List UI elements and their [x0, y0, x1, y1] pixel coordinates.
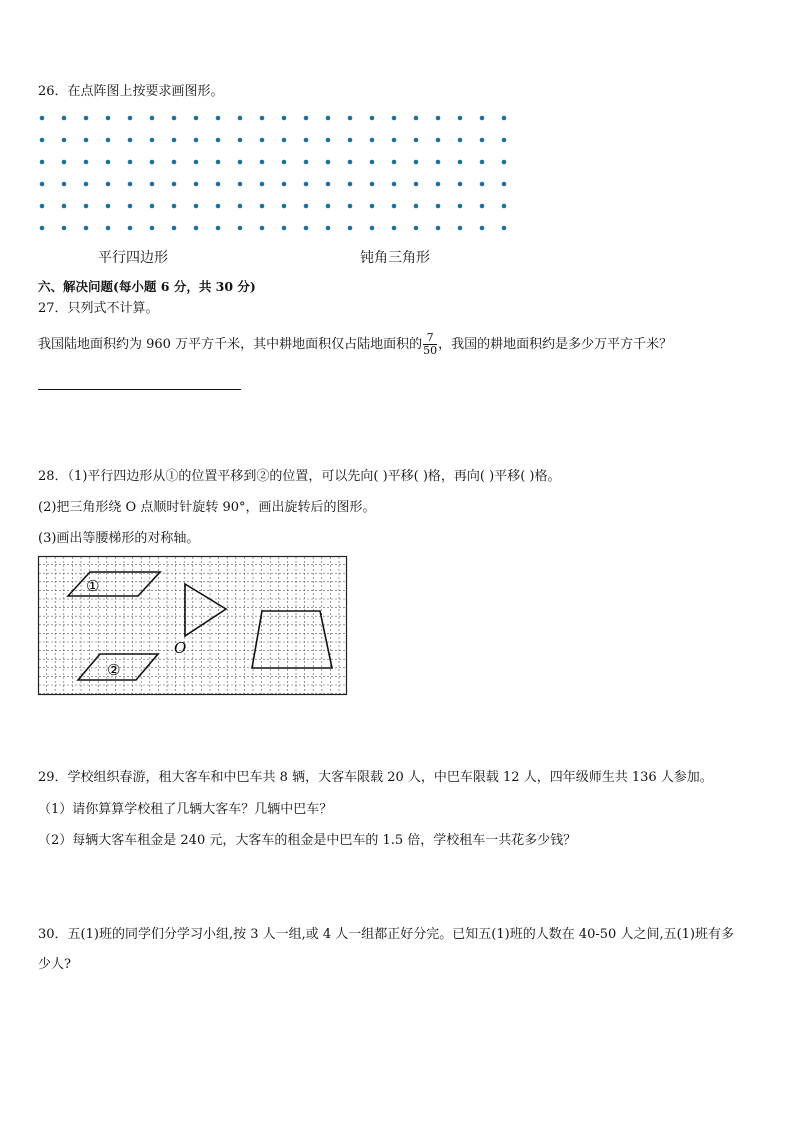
- grid-dot[interactable]: [260, 226, 265, 231]
- grid-dot[interactable]: [326, 138, 331, 143]
- grid-dot[interactable]: [194, 116, 199, 121]
- grid-dot[interactable]: [502, 160, 507, 165]
- grid-dot[interactable]: [150, 182, 155, 187]
- grid-dot[interactable]: [260, 182, 265, 187]
- grid-dot[interactable]: [128, 204, 133, 209]
- grid-dot[interactable]: [150, 204, 155, 209]
- grid-dot[interactable]: [414, 204, 419, 209]
- shape-label-2: ②: [107, 661, 121, 679]
- grid-dot[interactable]: [370, 160, 375, 165]
- grid-dot[interactable]: [502, 116, 507, 121]
- grid-dot[interactable]: [282, 226, 287, 231]
- grid-dot[interactable]: [106, 204, 111, 209]
- q27-text-before: 我国陆地面积约为 960 万平方千米，其中耕地面积仅占陆地面积的: [38, 337, 423, 352]
- grid-dot[interactable]: [62, 160, 67, 165]
- grid-dot[interactable]: [238, 160, 243, 165]
- grid-dot[interactable]: [40, 160, 45, 165]
- grid-dot[interactable]: [282, 182, 287, 187]
- grid-dot[interactable]: [326, 160, 331, 165]
- grid-dot[interactable]: [392, 138, 397, 143]
- q27-text: [38, 330, 672, 360]
- grid-dot[interactable]: [458, 182, 463, 187]
- grid-dot[interactable]: [172, 138, 177, 143]
- grid-dot[interactable]: [304, 160, 309, 165]
- grid-dot[interactable]: [326, 204, 331, 209]
- grid-dot[interactable]: [348, 182, 353, 187]
- label-obtuse-triangle: 钝角三角形: [360, 250, 430, 266]
- grid-dot[interactable]: [392, 226, 397, 231]
- grid-dot[interactable]: [304, 226, 309, 231]
- grid-dot[interactable]: [282, 138, 287, 143]
- grid-dot[interactable]: [326, 182, 331, 187]
- grid-dot[interactable]: [128, 182, 133, 187]
- grid-dot[interactable]: [480, 116, 485, 121]
- grid-dot[interactable]: [40, 204, 45, 209]
- grid-dot[interactable]: [84, 182, 89, 187]
- grid-dot[interactable]: [150, 160, 155, 165]
- grid-dot[interactable]: [238, 182, 243, 187]
- shape-label-1: ①: [86, 577, 100, 595]
- grid-dot[interactable]: [106, 160, 111, 165]
- grid-dot[interactable]: [348, 116, 353, 121]
- grid-dot[interactable]: [216, 116, 221, 121]
- grid-dot[interactable]: [370, 116, 375, 121]
- grid-dot[interactable]: [458, 204, 463, 209]
- grid-dot[interactable]: [84, 204, 89, 209]
- grid-dot[interactable]: [194, 204, 199, 209]
- grid-dot[interactable]: [480, 226, 485, 231]
- grid-dot[interactable]: [370, 226, 375, 231]
- grid-dot[interactable]: [436, 226, 441, 231]
- q30-line1: 30．五(1)班的同学们分学习小组,按 3 人一组,或 4 人一组都正好分完。已知五(1)班的人数在 40-50 人之间,五(1)班有多: [38, 927, 734, 942]
- grid-dot[interactable]: [150, 116, 155, 121]
- grid-dot[interactable]: [370, 182, 375, 187]
- grid-dot[interactable]: [238, 116, 243, 121]
- grid-dot[interactable]: [106, 116, 111, 121]
- grid-dot[interactable]: [260, 160, 265, 165]
- grid-dot[interactable]: [172, 160, 177, 165]
- section-heading: 六、解决问题(每小题 6 分，共 30 分): [38, 279, 256, 294]
- grid-dot[interactable]: [348, 138, 353, 143]
- grid-dot[interactable]: [436, 204, 441, 209]
- grid-dot[interactable]: [480, 138, 485, 143]
- grid-dot[interactable]: [172, 204, 177, 209]
- q27-title: 27．只列式不计算。: [38, 301, 159, 316]
- grid-dot[interactable]: [502, 204, 507, 209]
- grid-dot[interactable]: [238, 138, 243, 143]
- triangle-shape: [185, 584, 226, 636]
- grid-dot[interactable]: [370, 138, 375, 143]
- grid-dot[interactable]: [480, 204, 485, 209]
- grid-dot[interactable]: [216, 226, 221, 231]
- grid-dot[interactable]: [84, 116, 89, 121]
- grid-dot[interactable]: [304, 116, 309, 121]
- grid-dot[interactable]: [40, 116, 45, 121]
- grid-dot[interactable]: [216, 182, 221, 187]
- q28-line1: 28．（1)平行四边形从①的位置平移到②的位置，可以先向( )平移( )格，再向( )平移( )格。: [38, 469, 561, 484]
- point-O-label: O: [174, 639, 187, 657]
- grid-dot[interactable]: [84, 226, 89, 231]
- grid-dot[interactable]: [414, 116, 419, 121]
- parallelogram-shape-1: [68, 572, 160, 596]
- grid-dot[interactable]: [216, 160, 221, 165]
- label-parallelogram: 平行四边形: [98, 250, 168, 266]
- q27-text-after: ，我国的耕地面积约是多少万平方千米？: [438, 337, 673, 352]
- q28-line2: (2)把三角形绕 O 点顺时针旋转 90°，画出旋转后的图形。: [38, 500, 376, 515]
- grid-dot[interactable]: [436, 160, 441, 165]
- grid-dot[interactable]: [62, 116, 67, 121]
- grid-dot[interactable]: [458, 160, 463, 165]
- grid-dot[interactable]: [62, 138, 67, 143]
- grid-dot[interactable]: [304, 182, 309, 187]
- grid-dot[interactable]: [392, 182, 397, 187]
- q29-line1: 29．学校组织春游，租大客车和中巴车共 8 辆，大客车限载 20 人，中巴车限载 12 人，四年级师生共 136 人参加。: [38, 770, 713, 785]
- grid-dot[interactable]: [414, 182, 419, 187]
- answer-line[interactable]: [38, 389, 241, 390]
- grid-dot[interactable]: [150, 226, 155, 231]
- grid-dot[interactable]: [458, 116, 463, 121]
- grid-dot[interactable]: [436, 116, 441, 121]
- grid-dot[interactable]: [172, 116, 177, 121]
- grid-dot[interactable]: [304, 138, 309, 143]
- grid-dot[interactable]: [150, 138, 155, 143]
- q30-line2: 少人?: [38, 957, 71, 972]
- grid-dot[interactable]: [194, 226, 199, 231]
- grid-dot[interactable]: [40, 138, 45, 143]
- grid-dot[interactable]: [62, 204, 67, 209]
- grid-dot[interactable]: [216, 138, 221, 143]
- grid-dot[interactable]: [84, 138, 89, 143]
- grid-dot[interactable]: [84, 160, 89, 165]
- grid-dot[interactable]: [128, 116, 133, 121]
- grid-dot[interactable]: [348, 160, 353, 165]
- grid-dot[interactable]: [172, 226, 177, 231]
- grid-dot[interactable]: [106, 138, 111, 143]
- grid-dot[interactable]: [282, 160, 287, 165]
- grid-dot[interactable]: [458, 226, 463, 231]
- q28-grid-figure: [38, 556, 348, 696]
- grid-dot[interactable]: [282, 204, 287, 209]
- grid-dot[interactable]: [304, 204, 309, 209]
- grid-dot[interactable]: [194, 160, 199, 165]
- fraction-7-50: [423, 332, 437, 357]
- grid-dot[interactable]: [216, 204, 221, 209]
- q29-line2: （1）请你算算学校租了几辆大客车？几辆中巴车？: [38, 802, 333, 817]
- q28-line3: (3)画出等腰梯形的对称轴。: [38, 531, 200, 546]
- grid-dot[interactable]: [392, 204, 397, 209]
- grid-dot[interactable]: [502, 226, 507, 231]
- grid-dot[interactable]: [392, 160, 397, 165]
- grid-dot[interactable]: [392, 116, 397, 121]
- dot-grid: [0, 0, 794, 260]
- grid-dot[interactable]: [128, 160, 133, 165]
- grid-dot[interactable]: [502, 138, 507, 143]
- grid-dot[interactable]: [414, 160, 419, 165]
- grid-dot[interactable]: [282, 116, 287, 121]
- grid-dot[interactable]: [238, 226, 243, 231]
- grid-dot[interactable]: [348, 226, 353, 231]
- grid-dot[interactable]: [480, 182, 485, 187]
- grid-dot[interactable]: [370, 204, 375, 209]
- grid-dot[interactable]: [348, 204, 353, 209]
- q26-title: 26．在点阵图上按要求画图形。: [38, 84, 224, 99]
- grid-dot[interactable]: [414, 226, 419, 231]
- grid-dot[interactable]: [260, 116, 265, 121]
- grid-dot[interactable]: [128, 138, 133, 143]
- grid-dot[interactable]: [62, 182, 67, 187]
- grid-dot[interactable]: [326, 226, 331, 231]
- q29-line3: （2）每辆大客车租金是 240 元，大客车的租金是中巴车的 1.5 倍，学校租车一共花多少钱？: [38, 833, 577, 848]
- grid-dot[interactable]: [326, 116, 331, 121]
- grid-dot[interactable]: [128, 226, 133, 231]
- fraction-numerator: 7: [423, 332, 437, 345]
- grid-dot[interactable]: [480, 160, 485, 165]
- grid-dot[interactable]: [414, 138, 419, 143]
- grid-dot[interactable]: [40, 226, 45, 231]
- grid-dot[interactable]: [436, 138, 441, 143]
- fraction-denominator: 50: [423, 344, 438, 357]
- grid-dot[interactable]: [194, 182, 199, 187]
- grid-dot[interactable]: [40, 182, 45, 187]
- grid-dot[interactable]: [260, 204, 265, 209]
- grid-dot[interactable]: [172, 182, 177, 187]
- grid-dot[interactable]: [502, 182, 507, 187]
- grid-dot[interactable]: [436, 182, 441, 187]
- grid-dot[interactable]: [106, 182, 111, 187]
- grid-dot[interactable]: [194, 138, 199, 143]
- grid-dot[interactable]: [458, 138, 463, 143]
- grid-dot[interactable]: [238, 204, 243, 209]
- grid-dot[interactable]: [260, 138, 265, 143]
- grid-dot[interactable]: [106, 226, 111, 231]
- grid-dot[interactable]: [62, 226, 67, 231]
